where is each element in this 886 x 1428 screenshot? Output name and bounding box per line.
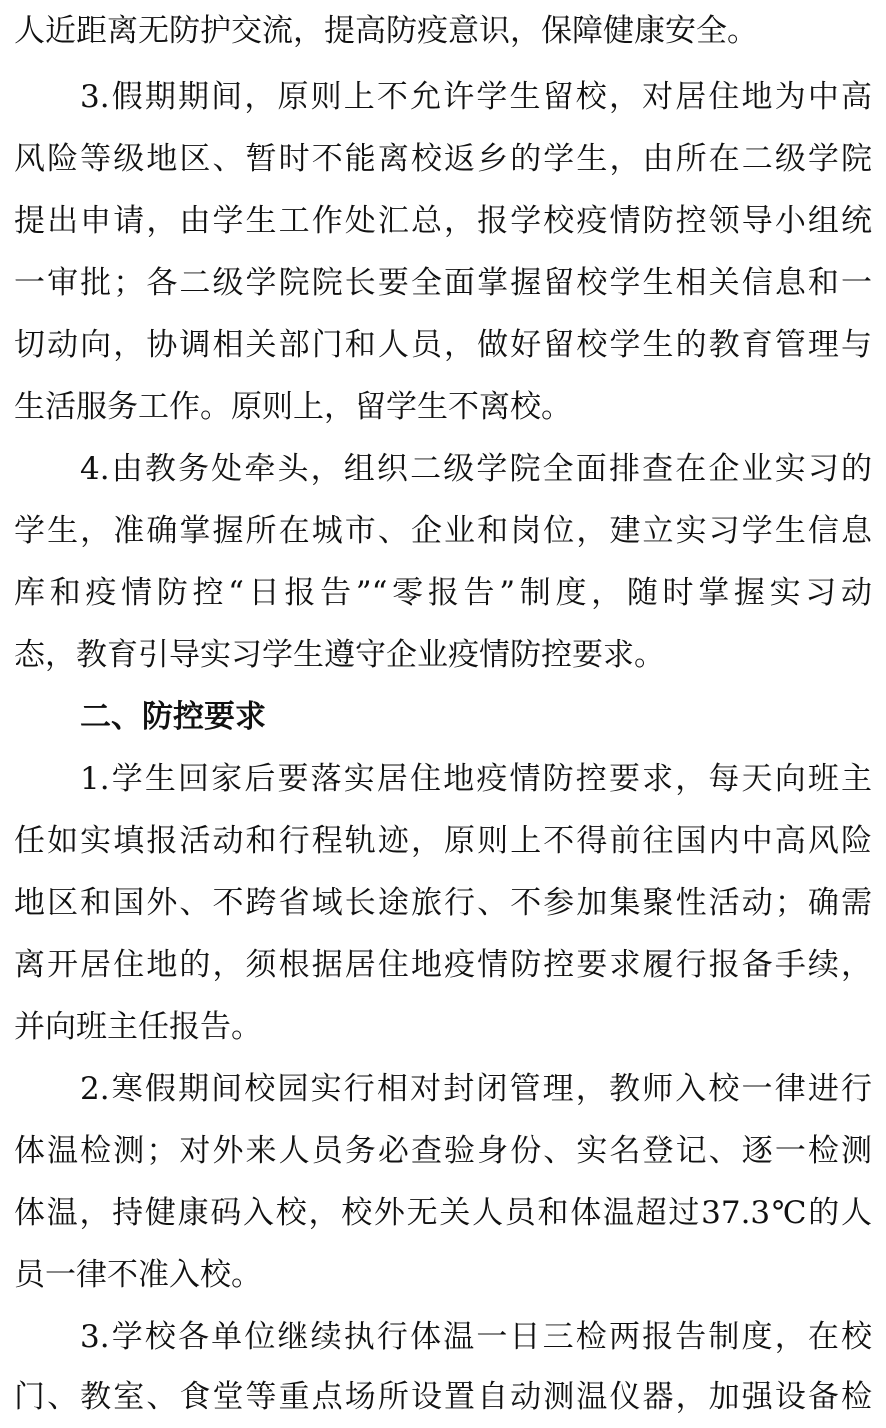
paragraph-line: 4.由教务处牵头，组织二级学院全面排查在企业实习的	[80, 451, 872, 487]
paragraph-line: 体温检测；对外来人员务必查验身份、实名登记、逐一检测	[14, 1133, 872, 1169]
paragraph-line: 地区和国外、不跨省域长途旅行、不参加集聚性活动；确需	[14, 885, 872, 921]
paragraph-line: 人近距离无防护交流，提高防疫意识，保障健康安全。	[14, 13, 758, 49]
paragraph-line: 1.学生回家后要落实居住地疫情防控要求，每天向班主	[80, 761, 872, 797]
paragraph-line: 一审批；各二级学院院长要全面掌握留校学生相关信息和一	[14, 265, 872, 301]
section-heading: 二、防控要求	[80, 699, 266, 735]
paragraph-line: 3.假期期间，原则上不允许学生留校，对居住地为中高	[80, 79, 872, 115]
paragraph-line: 2.寒假期间校园实行相对封闭管理，教师入校一律进行	[80, 1071, 872, 1107]
paragraph-line: 员一律不准入校。	[14, 1257, 262, 1293]
paragraph-line: 学生，准确掌握所在城市、企业和岗位，建立实习学生信息	[14, 513, 872, 549]
paragraph-line: 态，教育引导实习学生遵守企业疫情防控要求。	[14, 637, 665, 673]
paragraph-line: 库和疫情防控“日报告”“零报告”制度，随时掌握实习动	[14, 575, 872, 611]
paragraph-line: 体温，持健康码入校，校外无关人员和体温超过37.3℃的人	[14, 1195, 872, 1231]
paragraph-line: 并向班主任报告。	[14, 1009, 262, 1045]
paragraph-line: 3.学校各单位继续执行体温一日三检两报告制度，在校	[80, 1319, 872, 1355]
paragraph-line: 离开居住地的，须根据居住地疫情防控要求履行报备手续，	[14, 947, 872, 983]
paragraph-line: 任如实填报活动和行程轨迹，原则上不得前往国内中高风险	[14, 823, 872, 859]
paragraph-line: 门、教室、食堂等重点场所设置自动测温仪器，加强设备检	[14, 1379, 872, 1415]
paragraph-line: 生活服务工作。原则上，留学生不离校。	[14, 389, 572, 425]
paragraph-line: 提出申请，由学生工作处汇总，报学校疫情防控领导小组统	[14, 203, 872, 239]
paragraph-line: 切动向，协调相关部门和人员，做好留校学生的教育管理与	[14, 327, 872, 363]
paragraph-line: 风险等级地区、暂时不能离校返乡的学生，由所在二级学院	[14, 141, 872, 177]
